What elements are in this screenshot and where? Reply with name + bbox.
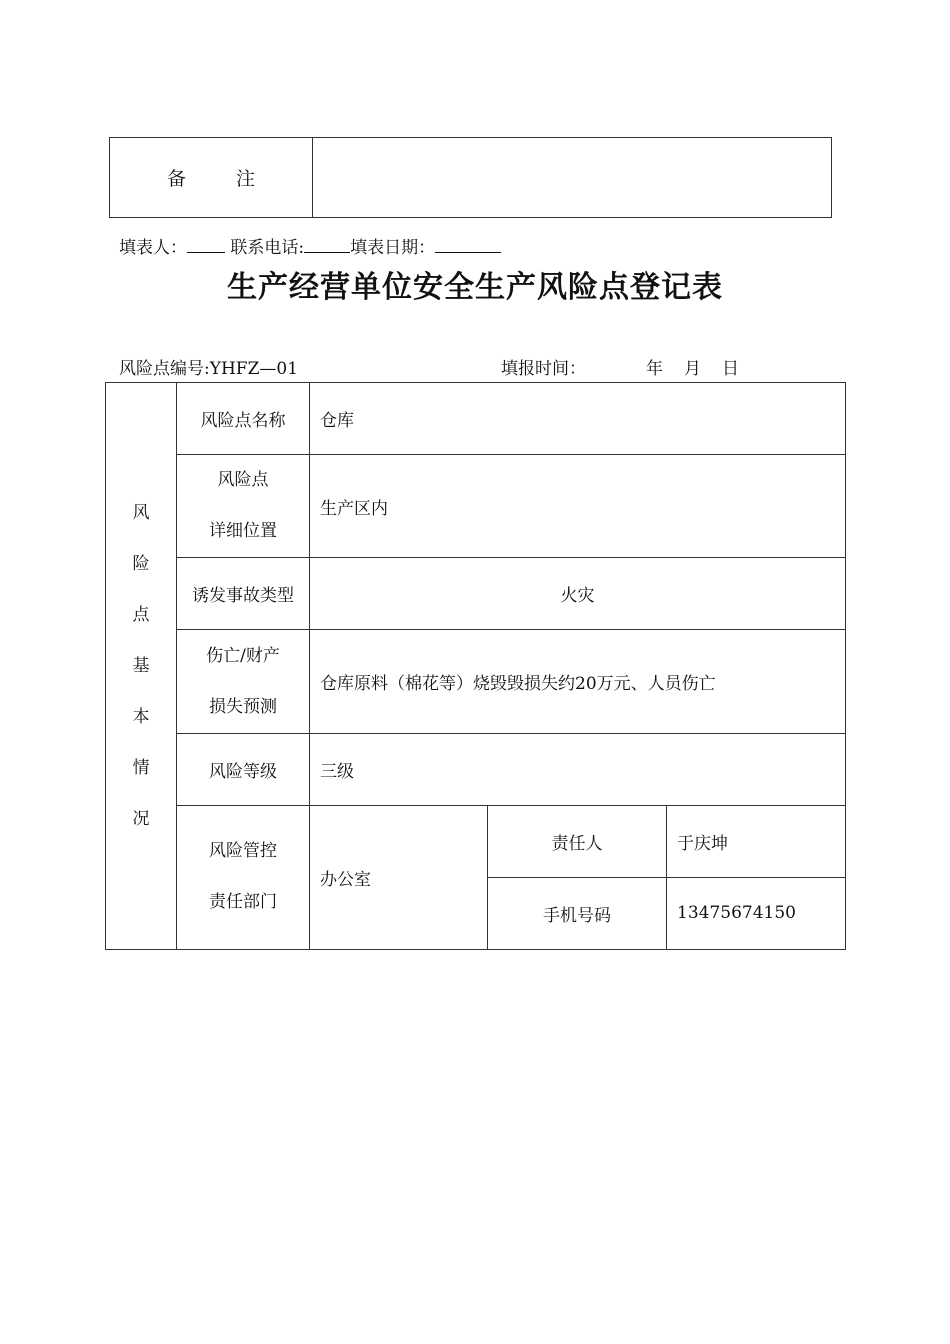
report-time-label: 填报时间：: [501, 359, 586, 379]
month-label: 月: [684, 359, 701, 379]
accident-type-value[interactable]: 火灾: [310, 558, 846, 630]
loss-value[interactable]: 仓库原料（棉花等）烧毁毁损失约20万元、人员伤亡: [310, 630, 846, 733]
section-label: 风 险 点 基 本 情 况: [106, 383, 177, 950]
risk-level-label: 风险等级: [177, 733, 310, 805]
risk-register-table: [105, 382, 846, 950]
date-blank[interactable]: [435, 234, 501, 253]
risk-name-label: 风险点名称: [177, 383, 310, 455]
remarks-label: 备 注: [110, 138, 313, 218]
filler-blank[interactable]: [187, 234, 225, 253]
dept-label: 风险管控 责任部门: [177, 805, 310, 949]
dept-value[interactable]: 办公室: [310, 805, 488, 949]
location-label: 风险点 详细位置: [177, 455, 310, 558]
phone-label-cell: 手机号码: [488, 877, 667, 949]
phone-blank[interactable]: [304, 234, 350, 253]
page-title: 生产经营单位安全生产风险点登记表: [227, 270, 723, 305]
phone-label: 联系电话:: [230, 238, 305, 258]
remarks-field[interactable]: [313, 138, 832, 218]
risk-level-value[interactable]: 三级: [310, 733, 846, 805]
loss-label: 伤亡/财产 损失预测: [177, 630, 310, 733]
day-label: 日: [722, 359, 739, 379]
filler-line: [119, 233, 501, 258]
phone-value[interactable]: 13475674150: [667, 877, 846, 949]
remarks-table: [109, 137, 832, 218]
location-value[interactable]: 生产区内: [310, 455, 846, 558]
risk-id: 风险点编号:YHFZ—01: [119, 359, 299, 379]
person-value[interactable]: 于庆坤: [667, 805, 846, 877]
risk-name-value[interactable]: 仓库: [310, 383, 846, 455]
accident-type-label: 诱发事故类型: [177, 558, 310, 630]
person-label: 责任人: [488, 805, 667, 877]
date-label: 填表日期：: [350, 238, 436, 258]
year-label: 年: [646, 359, 663, 379]
filler-label: 填表人：: [119, 238, 187, 258]
